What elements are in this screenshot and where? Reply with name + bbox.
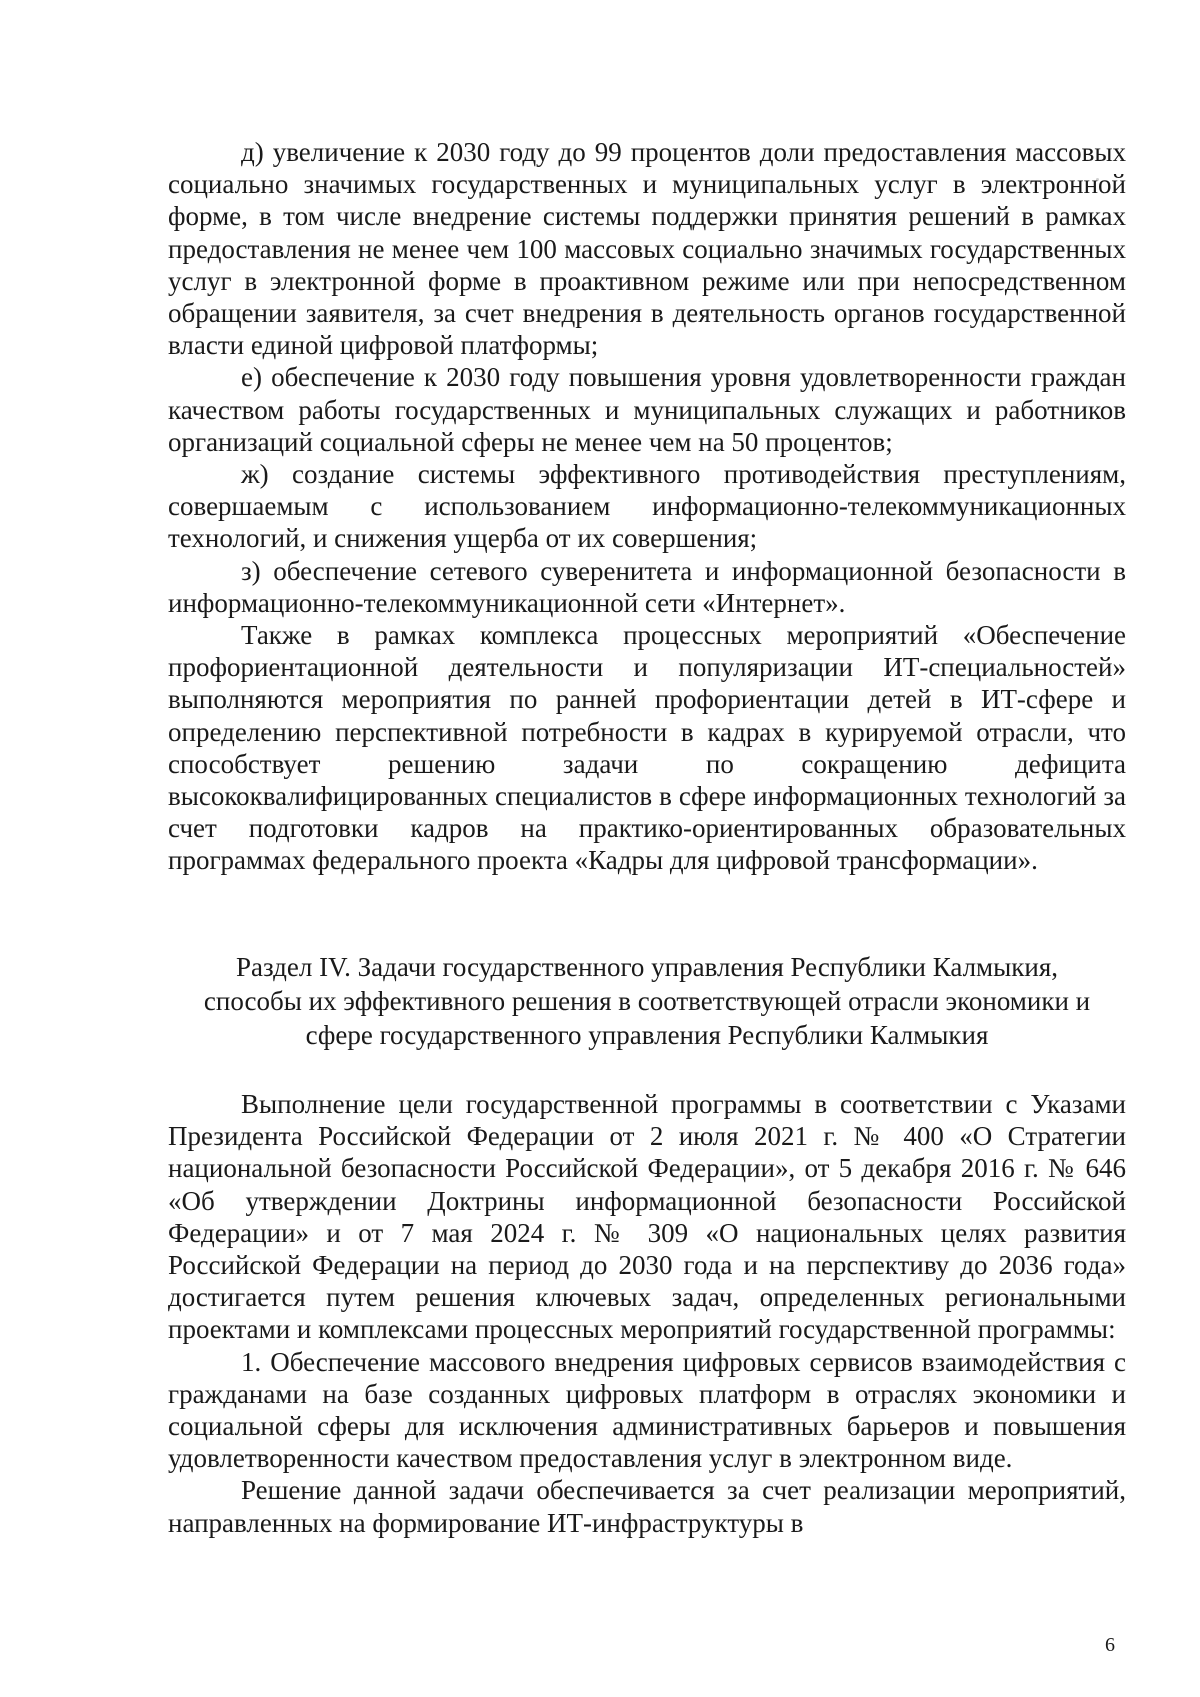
paragraph-task-solution: Решение данной задачи обеспечивается за счет реализации мероприятий, направленных на формирование ИТ-инфраструктуры в: [168, 1475, 1126, 1538]
body-text-top: [168, 136, 1126, 877]
paragraph-program-goal: Выполнение цели государственной программы в соответствии с Указами Президента Российской Федерации от 2 июля 2021 г. № 400 «О Стратегии национальной безопасности Российской Федерации», от 5 декабря 2016 г. № 646 «Об утверждении Доктрины информационной безопасности Российской Федерации» и от 7 мая 2024 г. № 309 «О национальных целях развития Российской Федерации на период до 2030 года и на перспективу до 2036 года» достигается путем решения ключевых задач, определенных региональными проектами и комплексами процессных мероприятий государственной программы:: [168, 1089, 1126, 1345]
paragraph-item-zh: ж) создание системы эффективного противодействия преступлениям, совершаемым с использованием информационно-телекоммуникационных технологий, и снижения ущерба от их совершения;: [168, 459, 1126, 554]
paragraph-item-d: д) увеличение к 2030 году до 99 процентов доли предоставления массовых социально значимых государственных и муниципальных услуг в электронной форме, в том числе внедрение системы поддержки принятия решений в рамках предоставления не менее чем 100 массовых социально значимых государственных услуг в электронной форме в проактивном режиме или при непосредственном обращении заявителя, за счет внедрения в деятельность органов государственной власти единой цифровой платформы;: [168, 137, 1126, 361]
section-heading-block: [168, 950, 1126, 1052]
body-text-bottom: [168, 1088, 1126, 1539]
page-number: 6: [1105, 1634, 1115, 1656]
paragraph-item-z: з) обеспечение сетевого суверенитета и информационной безопасности в информационно-телекоммуникационной сети «Интернет».: [168, 555, 1126, 618]
section-heading-line: Раздел IV. Задачи государственного управления Республики Калмыкия,: [235, 952, 1059, 982]
section-heading: [168, 950, 1126, 1052]
paragraph-item-e: е) обеспечение к 2030 году повышения уровня удовлетворенности граждан качеством работы государственных и муниципальных служащих и работников организаций социальной сферы не менее чем на 50 процентов;: [168, 362, 1126, 457]
paragraph-career-guidance: Также в рамках комплекса процессных мероприятий «Обеспечение профориентационной деятельности и популяризации ИТ-специальностей» выполняются мероприятия по ранней профориентации детей в ИТ-сфере и определению перспективной потребности в кадрах в курируемой отрасли, что способствует решению задачи по сокращению дефицита высококвалифицированных специалистов в сфере информационных технологий за счет подготовки кадров на практико-ориентированных образовательных программах федерального проекта «Кадры для цифровой трансформации».: [168, 620, 1126, 876]
paragraph-task-1: 1. Обеспечение массового внедрения цифровых сервисов взаимодействия с гражданами на базе созданных цифровых платформ в отраслях экономики и социальной сферы для исключения административных барьеров и повышения удовлетворенности качеством предоставления услуг в электронном виде.: [168, 1346, 1126, 1474]
section-heading-line: сфере государственного управления Республики Калмыкия: [305, 1020, 989, 1050]
section-heading-line: способы их эффективного решения в соответствующей отрасли экономики и: [203, 986, 1091, 1016]
